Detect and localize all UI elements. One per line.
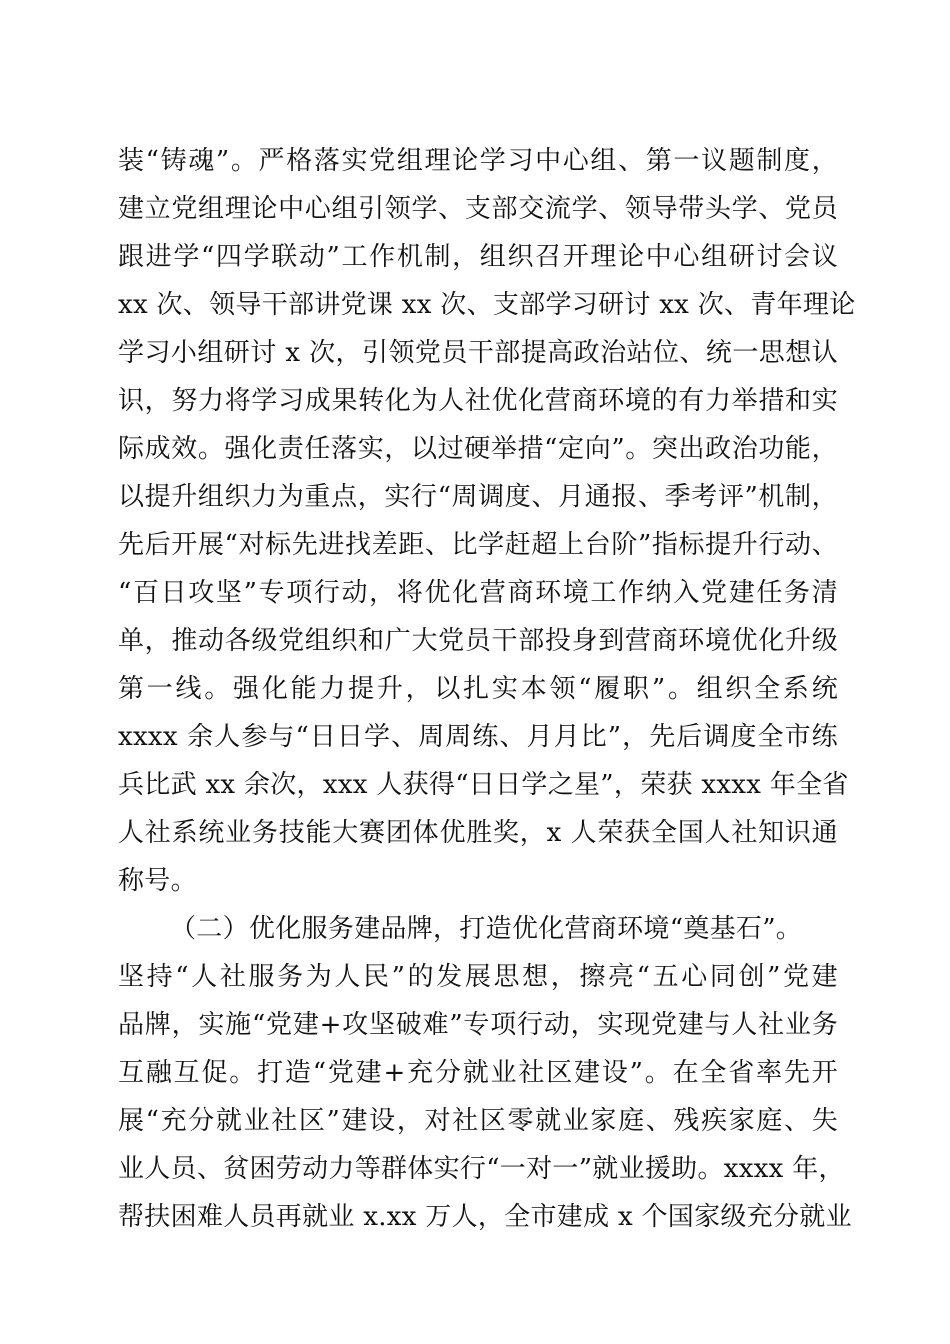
text-line: 单，推动各级党组织和广大党员干部投身到营商环境优化升级 — [118, 626, 838, 656]
text-line: 业人员、贫困劳动力等群体实行“一对一”就业援助。xxxx 年， — [118, 1154, 845, 1184]
text-line: 跟进学“四学联动”工作机制，组织召开理论中心组研讨会议 — [118, 242, 838, 272]
text-line: 建立党组理论中心组引领学、支部交流学、领导带头学、党员 — [118, 194, 838, 224]
text-line: 际成效。强化责任落实，以过硬举措“定向”。突出政治功能， — [118, 434, 838, 464]
text-line: 帮扶困难人员再就业 x.xx 万人，全市建成 x 个国家级充分就业 — [118, 1202, 852, 1232]
text-line-last: 称号。 — [118, 866, 197, 896]
text-line: 学习小组研讨 x 次，引领党员干部提高政治站位、统一思想认 — [118, 338, 838, 368]
text-line: 兵比武 xx 余次，xxx 人获得“日日学之星”，荣获 xxxx 年全省 — [118, 770, 849, 800]
text-line: 互融互促。打造“党建+充分就业社区建设”。在全省率先开 — [118, 1058, 838, 1088]
text-line: 以提升组织力为重点，实行“周调度、月通报、季考评”机制， — [118, 482, 838, 512]
text-line: 装“铸魂”。严格落实党组理论学习中心组、第一议题制度， — [118, 146, 838, 176]
text-line: “百日攻坚”专项行动，将优化营商环境工作纳入党建任务清 — [118, 578, 838, 608]
text-line: 第一线。强化能力提升，以扎实本领“履职”。组织全系统 — [118, 674, 838, 704]
section-heading: （二）优化服务建品牌，打造优化营商环境“奠基石”。 — [170, 914, 803, 944]
text-line: 展“充分就业社区”建设，对社区零就业家庭、残疾家庭、失 — [118, 1106, 838, 1136]
text-line: 识，努力将学习成果转化为人社优化营商环境的有力举措和实 — [118, 386, 838, 416]
text-line: xx 次、领导干部讲党课 xx 次、支部学习研讨 xx 次、青年理论 — [118, 290, 856, 320]
text-line: 品牌，实施“党建+攻坚破难”专项行动，实现党建与人社业务 — [118, 1010, 838, 1040]
text-line: xxxx 余人参与“日日学、周周练、月月比”，先后调度全市练 — [118, 722, 838, 752]
text-line: 先后开展“对标先进找差距、比学赶超上台阶”指标提升行动、 — [118, 530, 838, 560]
text-line: 坚持“人社服务为人民”的发展思想，擦亮“五心同创”党建 — [118, 962, 838, 992]
text-line: 人社系统业务技能大赛团体优胜奖，x 人荣获全国人社知识通 — [118, 818, 838, 848]
